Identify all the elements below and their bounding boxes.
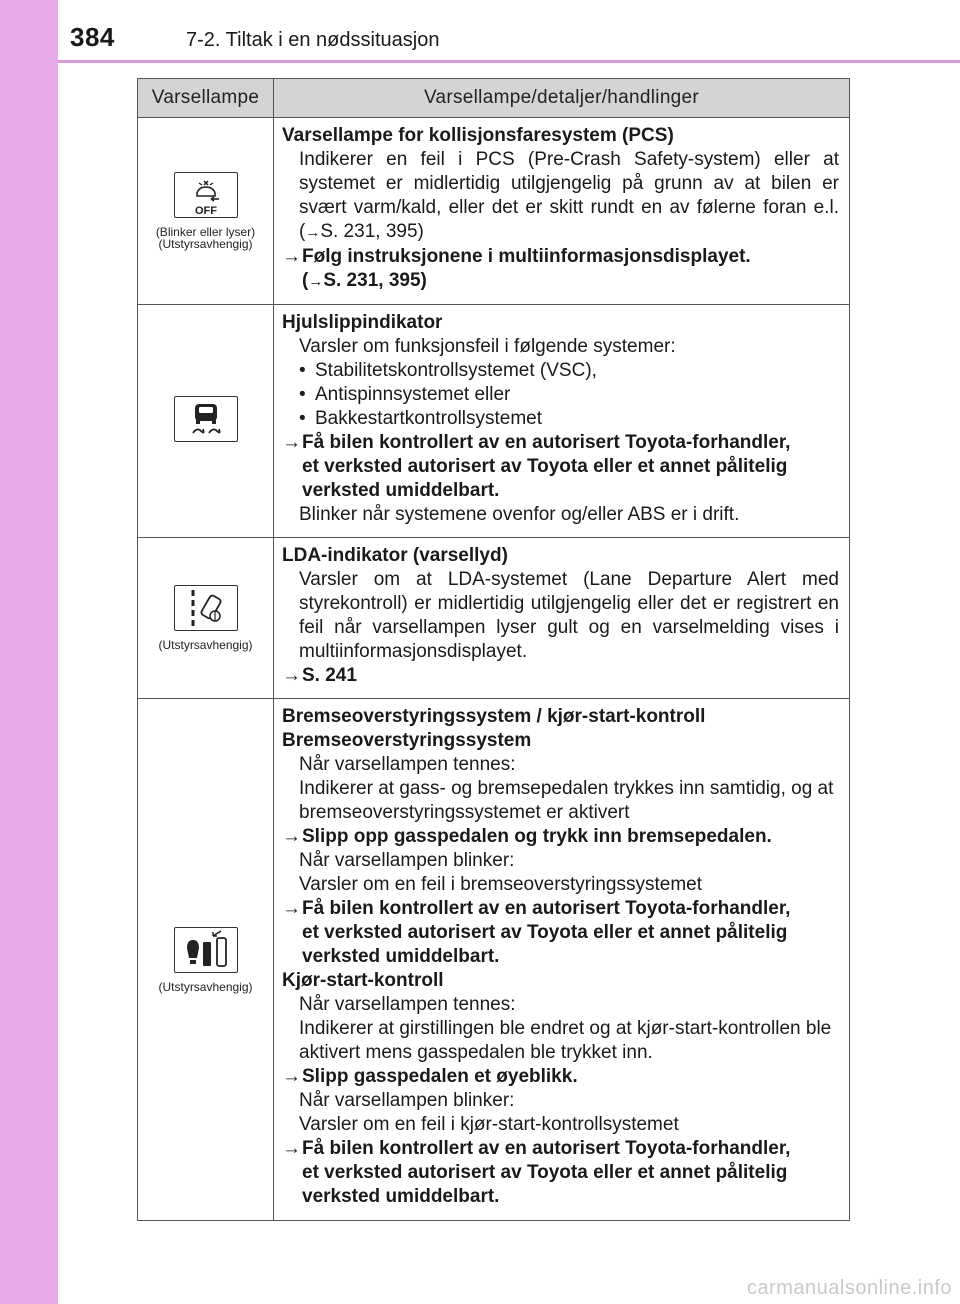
- icon-cell: [138, 538, 274, 699]
- brake-override-icon: [174, 927, 238, 973]
- row-text: Indikerer at girstillingen ble endret og at kjør-start-kontrollen ble aktivert mens gasspedalen ble trykket inn.: [299, 1018, 832, 1063]
- action-line-cont: verksted umiddelbart.: [302, 1186, 500, 1207]
- arrow-icon: →: [282, 665, 301, 686]
- slip-indicator-icon: [174, 396, 238, 442]
- row-title: Varsellampe for kollisjonsfaresystem (PCS): [282, 125, 674, 146]
- action-line-cont: et verksted autorisert av Toyota eller et annet pålitelig: [302, 456, 788, 477]
- arrow-icon: →: [305, 224, 321, 241]
- table-header-row: [138, 79, 850, 118]
- action-line-cont: verksted umiddelbart.: [302, 946, 500, 967]
- row-title: Hjulslippindikator: [282, 312, 443, 333]
- description-cell: [274, 305, 850, 538]
- section-title: 7-2. Tiltak i en nødssituasjon: [186, 29, 440, 51]
- action-line: → Få bilen kontrollert av en autorisert Toyota-forhandler,: [282, 898, 791, 919]
- arrow-icon: →: [282, 1138, 301, 1159]
- header-divider: [58, 60, 960, 63]
- row-text: Varsler om en feil i bremseoverstyringssystemet: [299, 874, 702, 895]
- list-item: • Antispinnsystemet eller: [299, 384, 511, 405]
- row-text: Varsler om en feil i kjør-start-kontrollsystemet: [299, 1114, 679, 1135]
- row-text: Når varsellampen tennes:: [299, 754, 516, 775]
- pcs-off-icon: [174, 172, 238, 218]
- row-text: Når varsellampen tennes:: [299, 994, 516, 1015]
- icon-cell: [138, 305, 274, 538]
- action-line: → Slipp opp gasspedalen og trykk inn bremsepedalen.: [282, 826, 772, 847]
- table-row: [138, 118, 850, 305]
- row-title: LDA-indikator (varsellyd): [282, 545, 508, 566]
- row-text: Varsler om funksjonsfeil i følgende systemer:: [299, 336, 676, 357]
- icon-note-equipment: (Utstyrsavhengig): [158, 638, 253, 652]
- arrow-icon: →: [282, 432, 301, 453]
- page-number: 384: [70, 22, 115, 52]
- arrow-icon: →: [282, 246, 301, 267]
- section-color-bar: [0, 0, 58, 1304]
- action-line: → Få bilen kontrollert av en autorisert Toyota-forhandler,: [282, 1138, 791, 1159]
- subsection-title: Kjør-start-kontroll: [282, 970, 444, 991]
- description-cell: [274, 538, 850, 699]
- icon-cell: [138, 699, 274, 1221]
- action-line-cont: et verksted autorisert av Toyota eller et annet pålitelig: [302, 1162, 788, 1183]
- action-line: → S. 241: [282, 665, 357, 686]
- action-line-cont: verksted umiddelbart.: [302, 480, 500, 501]
- table-row: [138, 538, 850, 699]
- icon-note-equipment: (Utstyrsavhengig): [158, 237, 253, 251]
- warning-light-table: [137, 78, 850, 1221]
- action-line: → Følg instruksjonene i multiinformasjonsdisplayet.: [282, 246, 751, 267]
- action-line: → Slipp gasspedalen et øyeblikk.: [282, 1066, 578, 1087]
- list-item: • Stabilitetskontrollsystemet (VSC),: [299, 360, 597, 381]
- list-item: • Bakkestartkontrollsystemet: [299, 408, 543, 429]
- row-text: Når varsellampen blinker:: [299, 1090, 515, 1111]
- row-text: Indikerer en feil i PCS (Pre-Crash Safety-system) eller at systemet er midlertidig utilgjengelig på grunn av at bilen er svært varm/kald, eller det er skitt rundt en av følerne foran e.l. (→S. 231, 395): [299, 149, 839, 242]
- column-header-warning-light: Varsellampe: [138, 79, 274, 118]
- row-text: Når varsellampen blinker:: [299, 850, 515, 871]
- row-text: Varsler om at LDA-systemet (Lane Departure Alert med styrekontroll) er midlertidig utilgjengelig eller det er registrert en feil når varsellampen lyser gult og en varselmelding vises i multiinformasjonsdisplayet.: [299, 569, 839, 662]
- column-header-details: Varsellampe/detaljer/handlinger: [274, 79, 850, 118]
- arrow-icon: →: [282, 826, 301, 847]
- action-reference: (→S. 231, 395): [302, 270, 427, 291]
- watermark: carmanualsonline.info: [746, 1277, 952, 1299]
- action-line-cont: et verksted autorisert av Toyota eller et annet pålitelig: [302, 922, 788, 943]
- arrow-icon: →: [282, 1066, 301, 1087]
- svg-text:OFF: OFF: [194, 205, 217, 217]
- arrow-icon: →: [308, 273, 324, 290]
- description-cell: [274, 699, 850, 1221]
- icon-note-equipment: (Utstyrsavhengig): [158, 979, 253, 994]
- row-text: Indikerer at gass- og bremsepedalen trykkes inn samtidig, og at bremseoverstyringssystemet er aktivert: [299, 778, 834, 823]
- lda-icon: [174, 585, 238, 631]
- arrow-icon: →: [282, 898, 301, 919]
- row-text: Blinker når systemene ovenfor og/eller ABS er i drift.: [299, 504, 740, 525]
- action-line: → Få bilen kontrollert av en autorisert Toyota-forhandler,: [282, 432, 791, 453]
- icon-cell: [138, 118, 274, 305]
- icon-note-blink: (Blinker eller lyser): [155, 225, 256, 239]
- table-row: [138, 305, 850, 538]
- row-title: Bremseoverstyringssystem / kjør-start-kontroll: [282, 706, 706, 727]
- table-row: [138, 699, 850, 1221]
- subsection-title: Bremseoverstyringssystem: [282, 730, 532, 751]
- description-cell: [274, 118, 850, 305]
